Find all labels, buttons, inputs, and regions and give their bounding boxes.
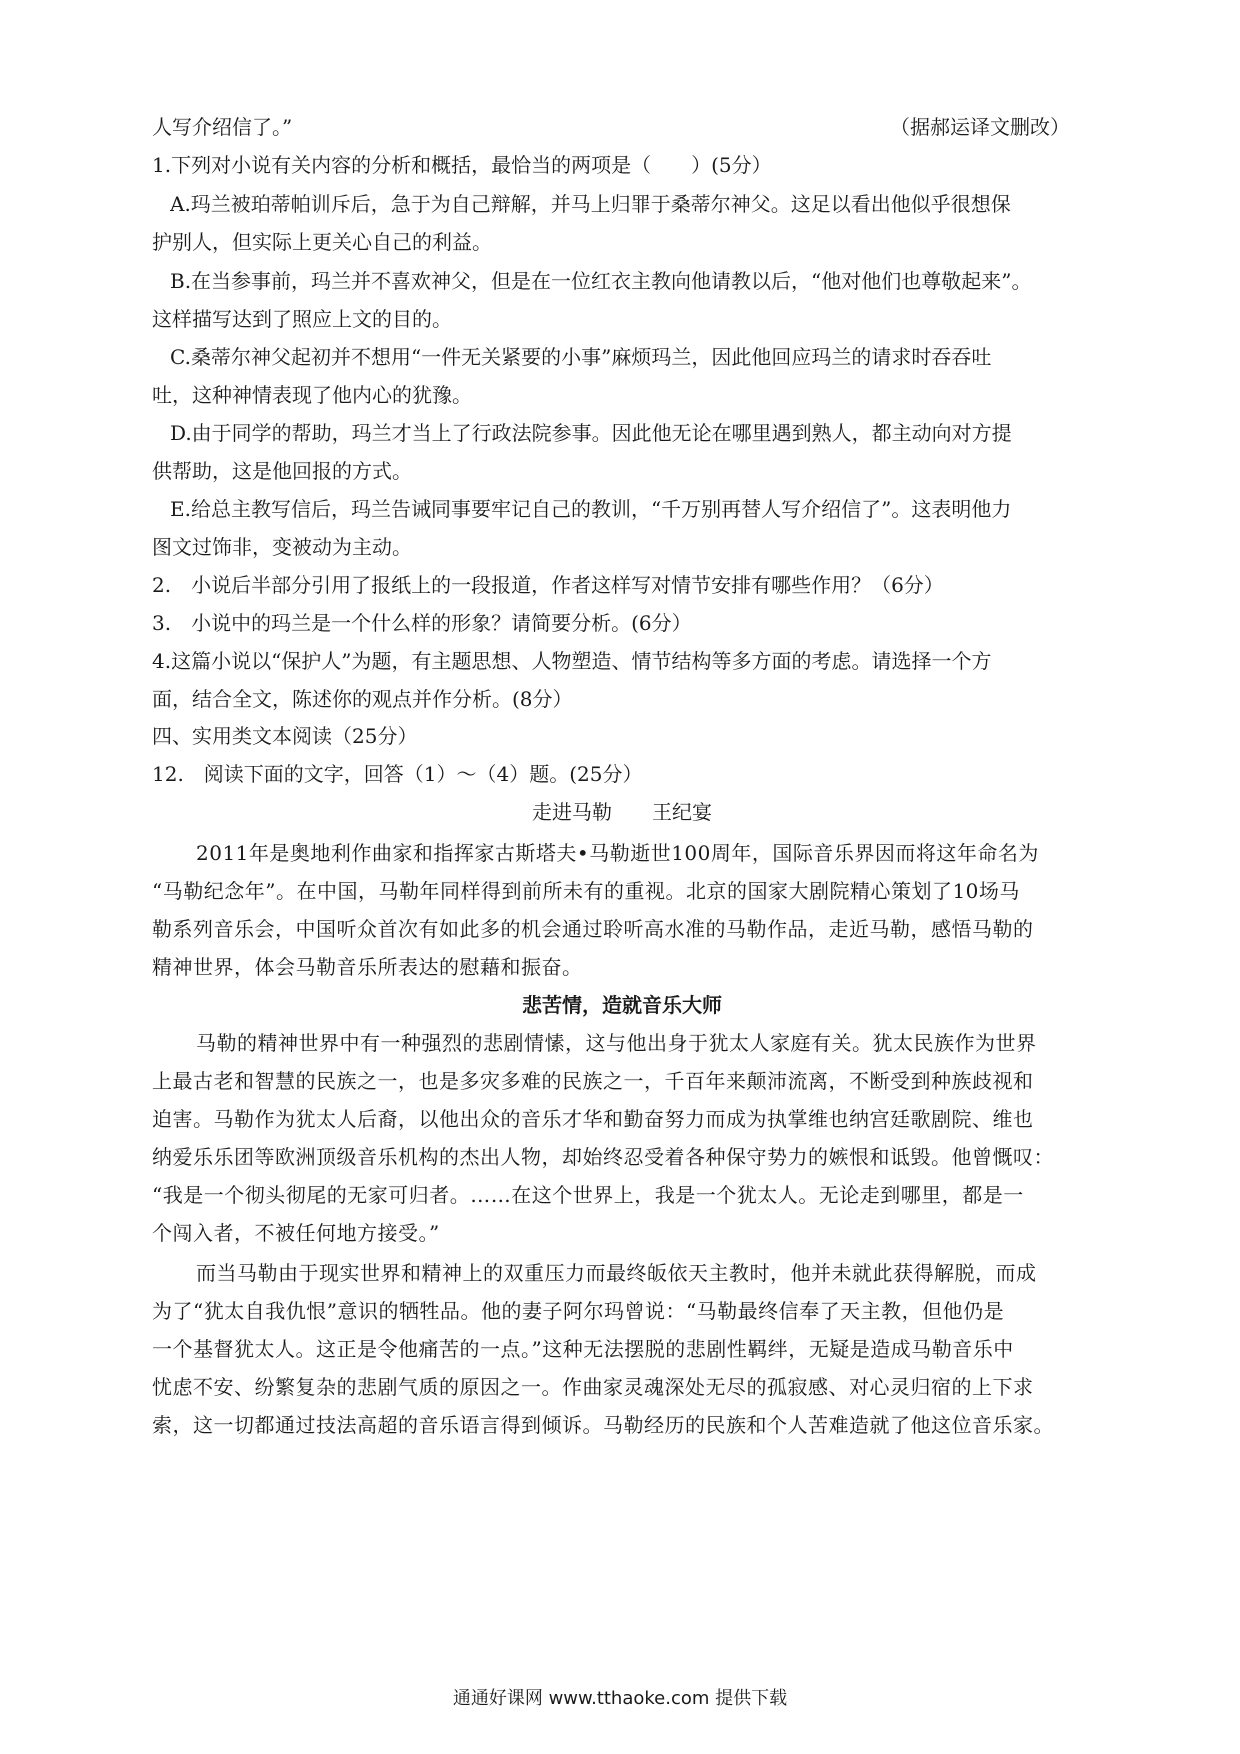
article-p2-line1: 马勒的精神世界中有一种强烈的悲剧情愫，这与他出身于犹太人家庭有关。犹太民族作为世界 xyxy=(196,1031,1037,1055)
option-b-line2: 这样描写达到了照应上文的目的。 xyxy=(152,307,452,331)
article-p3-line4: 忧虑不安、纷繁复杂的悲剧气质的原因之一。作曲家灵魂深处无尽的孤寂感、对心灵归宿的上下求 xyxy=(152,1375,1034,1399)
article-p1-line3: 勒系列音乐会，中国听众首次有如此多的机会通过聆听高水准的马勒作品，走近马勒，感悟马勒的 xyxy=(152,917,1034,941)
option-a-line1: A.玛兰被珀蒂帕训斥后，急于为自己辩解，并马上归罪于桑蒂尔神父。这足以看出他似乎很想保 xyxy=(170,192,1011,216)
article-p1-line2: “马勒纪念年”。在中国，马勒年同样得到前所未有的重视。北京的国家大剧院精心策划了10场马 xyxy=(152,879,1020,903)
section-heading: 四、实用类文本阅读（25分） xyxy=(152,724,418,748)
option-d-line2: 供帮助，这是他回报的方式。 xyxy=(152,459,412,483)
article-p2-line5: “我是一个彻头彻尾的无家可归者。……在这个世界上，我是一个犹太人。无论走到哪里，都是一 xyxy=(152,1183,1024,1207)
source-note: （据郝运译文删改） xyxy=(890,115,1070,139)
article-p1-line4: 精神世界，体会马勒音乐所表达的慰藉和振奋。 xyxy=(152,955,583,979)
article-p2-line6: 个闯入者，不被任何地方接受。” xyxy=(152,1221,440,1245)
article-p3-line5: 索，这一切都通过技法高超的音乐语言得到倾诉。马勒经历的民族和个人苦难造就了他这位音乐家。 xyxy=(152,1413,1054,1437)
article-p3-line2: 为了“犹太自我仇恨”意识的牺牲品。他的妻子阿尔玛曾说：“马勒最终信奉了天主教，但他仍是 xyxy=(152,1299,1005,1323)
option-e-line1: E.给总主教写信后，玛兰告诫同事要牢记自己的教训，“千万别再替人写介绍信了”。这表明他力 xyxy=(170,497,1012,521)
article-p3-line3: 一个基督犹太人。这正是令他痛苦的一点。”这种无法摆脱的悲剧性羁绊，无疑是造成马勒音乐中 xyxy=(152,1337,1014,1361)
option-c-line2: 吐，这种神情表现了他内心的犹豫。 xyxy=(152,383,472,407)
option-c-line1: C.桑蒂尔神父起初并不想用“一件无关紧要的小事”麻烦玛兰，因此他回应玛兰的请求时吞吞吐 xyxy=(170,345,992,369)
option-b-line1: B.在当参事前，玛兰并不喜欢神父，但是在一位红衣主教向他请教以后，“他对他们也尊敬起来”。 xyxy=(170,269,1032,293)
article-p3-line1: 而当马勒由于现实世界和精神上的双重压力而最终皈依天主教时，他并未就此获得解脱，而成 xyxy=(196,1261,1037,1285)
question-12: 12. 阅读下面的文字，回答（1）～（4）题。(25分） xyxy=(152,762,643,786)
article-p2-line3: 迫害。马勒作为犹太人后裔，以他出众的音乐才华和勤奋努力而成为执掌维也纳宫廷歌剧院、维也 xyxy=(152,1107,1034,1131)
question-2: 2. 小说后半部分引用了报纸上的一段报道，作者这样写对情节安排有哪些作用？（6分） xyxy=(152,573,944,597)
page-footer: 通通好课网 www.tthaoke.com 提供下载 xyxy=(452,1688,788,1709)
article-p2-line4: 纳爱乐乐团等欧洲顶级音乐机构的杰出人物，却始终忍受着各种保守势力的嫉恨和诋毁。他曾慨叹： xyxy=(152,1145,1054,1169)
question-1: 1.下列对小说有关内容的分析和概括，最恰当的两项是（ ）(5分） xyxy=(152,153,772,177)
option-a-line2: 护别人，但实际上更关心自己的利益。 xyxy=(152,230,492,254)
article-p1-line1: 2011年是奥地利作曲家和指挥家古斯塔夫•马勒逝世100周年，国际音乐界因而将这年命名为 xyxy=(196,841,1039,865)
question-4-line2: 面，结合全文，陈述你的观点并作分析。(8分） xyxy=(152,687,573,711)
option-d-line1: D.由于同学的帮助，玛兰才当上了行政法院参事。因此他无论在哪里遇到熟人，都主动向对方提 xyxy=(170,421,1012,445)
option-e-line2: 图文过饰非，变被动为主动。 xyxy=(152,535,412,559)
article-subtitle: 悲苦情，造就音乐大师 xyxy=(522,993,722,1017)
question-4-line1: 4.这篇小说以“保护人”为题，有主题思想、人物塑造、情节结构等多方面的考虑。请选择一个方 xyxy=(152,649,992,673)
header-quote-end: 人写介绍信了。” xyxy=(152,115,293,139)
article-p2-line2: 上最古老和智慧的民族之一，也是多灾多难的民族之一，千百年来颠沛流离，不断受到种族歧视和 xyxy=(152,1069,1034,1093)
article-title: 走进马勒 王纪宴 xyxy=(532,800,712,824)
question-3: 3. 小说中的玛兰是一个什么样的形象？请简要分析。(6分） xyxy=(152,611,692,635)
